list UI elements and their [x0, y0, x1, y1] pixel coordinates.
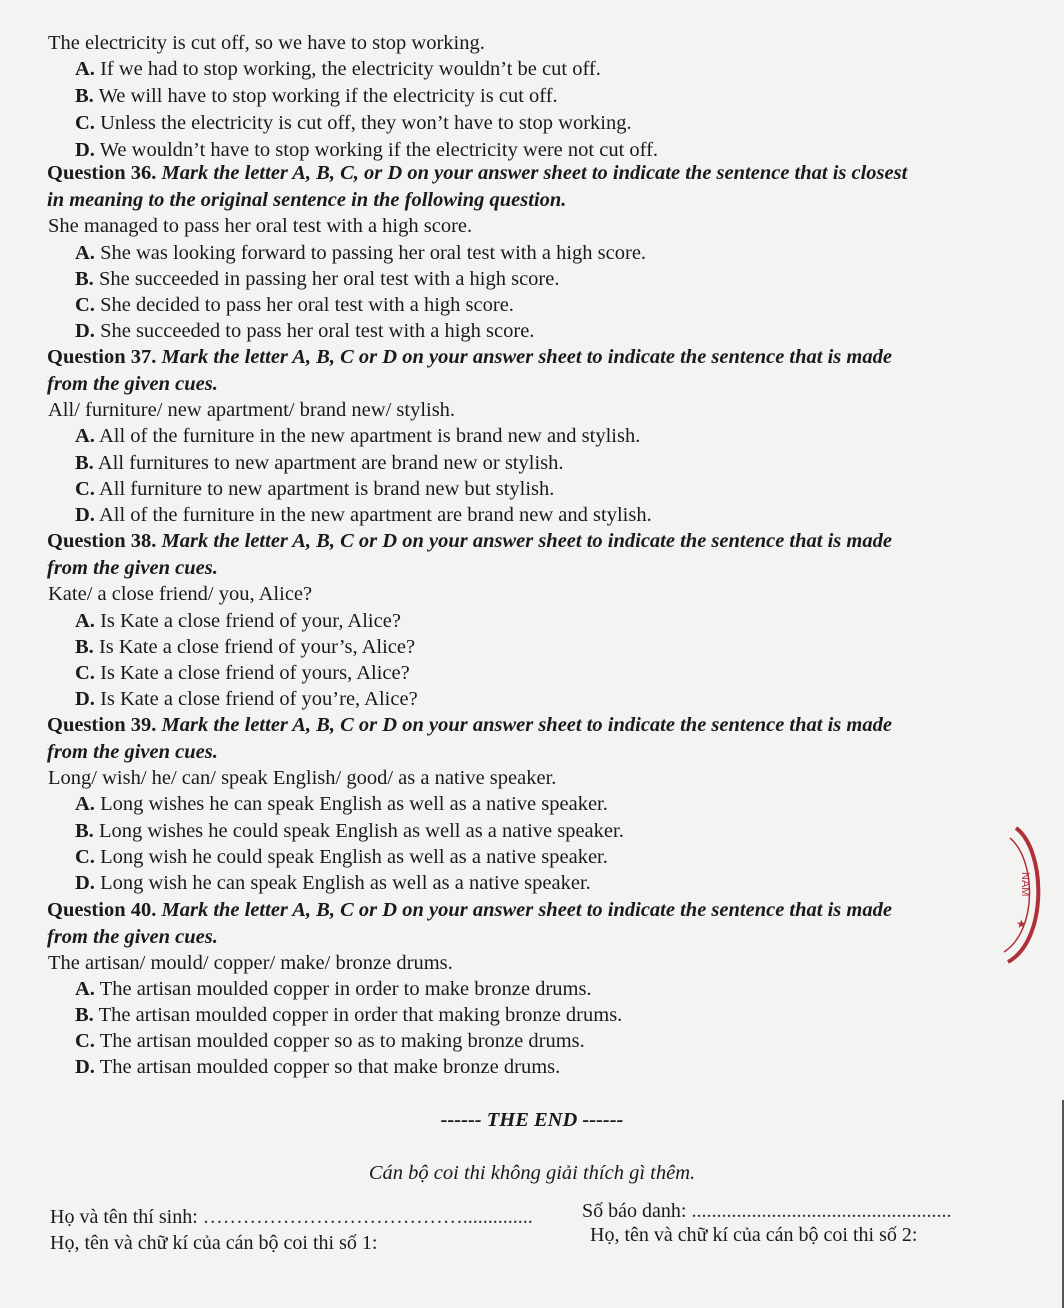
q37-option-d: D. All of the furniture in the new apartment are brand new and stylish. — [75, 504, 652, 526]
q38-option-d: D. Is Kate a close friend of you’re, Alice? — [75, 688, 418, 710]
proctor-1-signature-label: Họ, tên và chữ kí của cán bộ coi thi số 1: — [50, 1232, 378, 1254]
q40-option-c: C. The artisan moulded copper so as to making bronze drums. — [75, 1030, 585, 1052]
q38-option-b: B. Is Kate a close friend of your’s, Alice? — [75, 636, 416, 658]
q40-instruction-cont: from the given cues. — [47, 926, 218, 948]
q37-option-c: C. All furniture to new apartment is brand new but stylish. — [75, 478, 555, 500]
the-end-marker: ------ THE END ------ — [440, 1109, 624, 1131]
proctor-2-signature-label: Họ, tên và chữ kí của cán bộ coi thi số 2: — [590, 1224, 918, 1246]
q39-option-c: C. Long wish he could speak English as well as a native speaker. — [75, 846, 608, 868]
q39-option-d: D. Long wish he can speak English as well as a native speaker. — [75, 872, 591, 894]
q36-heading: Question 36. Mark the letter A, B, C, or D on your answer sheet to indicate the sentence that is closest — [47, 162, 908, 184]
q38-stem: Kate/ a close friend/ you, Alice? — [48, 583, 313, 605]
q36-option-d: D. She succeeded to pass her oral test with a high score. — [75, 320, 535, 342]
q37-option-a: A. All of the furniture in the new apartment is brand new and stylish. — [75, 425, 641, 447]
candidate-name-line: Họ và tên thí sinh: ………………………………….............. — [50, 1206, 533, 1228]
q35-option-a: A. If we had to stop working, the electricity wouldn’t be cut off. — [75, 58, 601, 80]
q36-option-c: C. She decided to pass her oral test with a high score. — [75, 294, 514, 316]
q35-option-d: D. We wouldn’t have to stop working if the electricity were not cut off. — [75, 139, 659, 161]
q40-option-d: D. The artisan moulded copper so that make bronze drums. — [75, 1056, 561, 1078]
q35-option-b: B. We will have to stop working if the electricity is cut off. — [75, 85, 558, 107]
q38-instruction-cont: from the given cues. — [47, 557, 218, 579]
q39-stem: Long/ wish/ he/ can/ speak English/ good/ as a native speaker. — [48, 767, 557, 789]
q36-option-b: B. She succeeded in passing her oral test with a high score. — [75, 268, 560, 290]
q40-heading: Question 40. Mark the letter A, B, C or D on your answer sheet to indicate the sentence that is made — [47, 899, 892, 921]
q40-option-b: B. The artisan moulded copper in order that making bronze drums. — [75, 1004, 623, 1026]
proctor-note: Cán bộ coi thi không giải thích gì thêm. — [368, 1162, 696, 1184]
q35-option-c: C. Unless the electricity is cut off, they won’t have to stop working. — [75, 112, 632, 134]
q37-stem: All/ furniture/ new apartment/ brand new/ stylish. — [48, 399, 456, 421]
official-stamp-icon — [996, 820, 1056, 970]
q36-option-a: A. She was looking forward to passing her oral test with a high score. — [75, 242, 647, 264]
q35-stem: The electricity is cut off, so we have to stop working. — [48, 32, 485, 54]
q40-option-a: A. The artisan moulded copper in order to make bronze drums. — [75, 978, 592, 1000]
candidate-number-line: Số báo danh: .................................................... — [582, 1200, 952, 1222]
q37-option-b: B. All furnitures to new apartment are brand new or stylish. — [75, 452, 564, 474]
q36-stem: She managed to pass her oral test with a high score. — [48, 215, 473, 237]
q36-instruction-cont: in meaning to the original sentence in the following question. — [47, 189, 567, 211]
q37-heading: Question 37. Mark the letter A, B, C or D on your answer sheet to indicate the sentence that is made — [47, 346, 892, 368]
q37-instruction-cont: from the given cues. — [47, 373, 218, 395]
q40-stem: The artisan/ mould/ copper/ make/ bronze drums. — [48, 952, 453, 974]
q38-heading: Question 38. Mark the letter A, B, C or D on your answer sheet to indicate the sentence that is made — [47, 530, 892, 552]
q39-heading: Question 39. Mark the letter A, B, C or D on your answer sheet to indicate the sentence that is made — [47, 714, 892, 736]
stamp-text: NAM — [1019, 872, 1031, 897]
q38-option-c: C. Is Kate a close friend of yours, Alice? — [75, 662, 410, 684]
q38-option-a: A. Is Kate a close friend of your, Alice? — [75, 610, 401, 632]
svg-text:★: ★ — [1016, 917, 1027, 931]
q39-option-a: A. Long wishes he can speak English as well as a native speaker. — [75, 793, 608, 815]
q39-instruction-cont: from the given cues. — [47, 741, 218, 763]
q39-option-b: B. Long wishes he could speak English as well as a native speaker. — [75, 820, 624, 842]
